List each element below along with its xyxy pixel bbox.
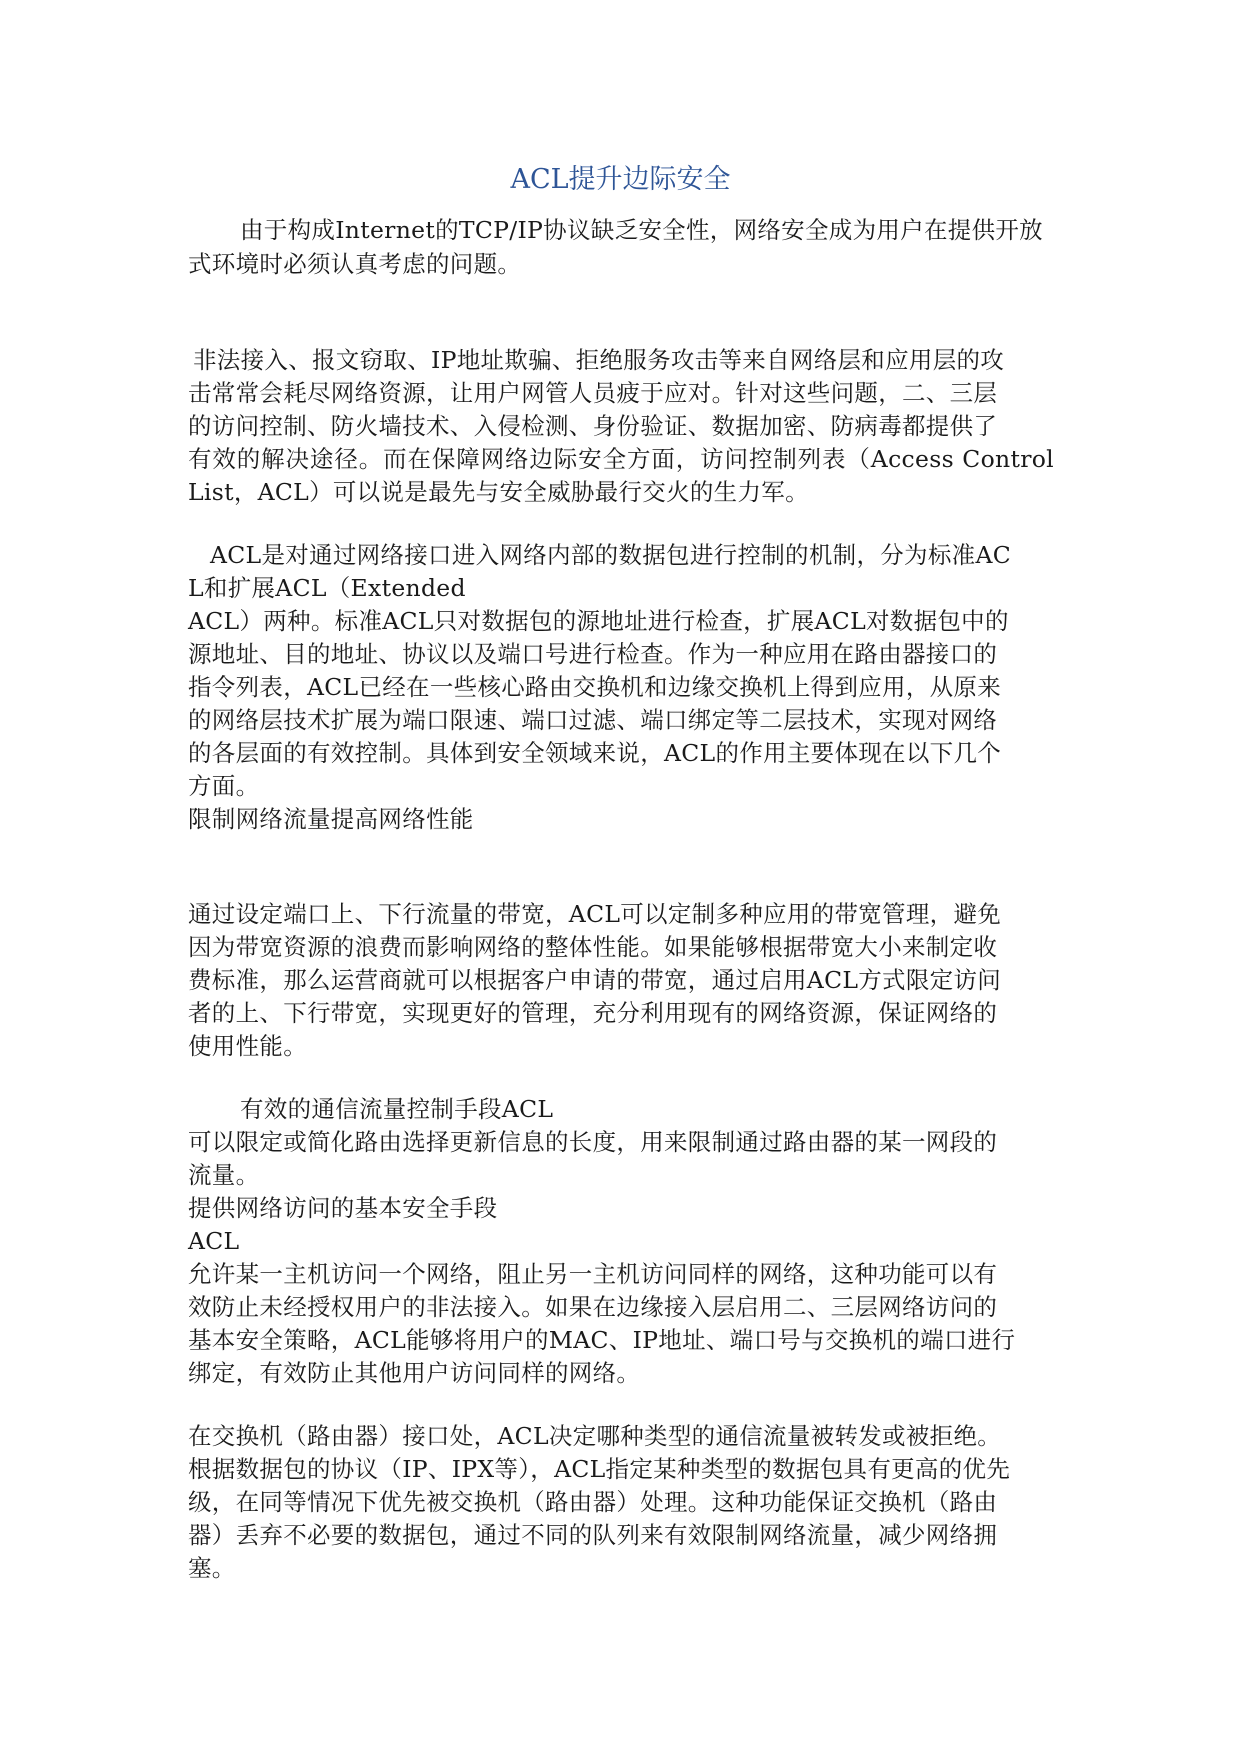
paragraph-4-line-3: 费标准，那么运营商就可以根据客户申请的带宽，通过启用ACL方式限定访问 (188, 966, 1002, 994)
paragraph-4-line-2: 因为带宽资源的浪费而影响网络的整体性能。如果能够根据带宽大小来制定收 (188, 933, 998, 961)
paragraph-1-line-1: 由于构成Internet的TCP/IP协议缺乏安全性，网络安全成为用户在提供开放 (240, 216, 1043, 244)
paragraph-6-line-1: ACL (188, 1227, 240, 1255)
paragraph-4-line-4: 者的上、下行带宽，实现更好的管理，充分利用现有的网络资源，保证网络的 (188, 999, 998, 1027)
paragraph-3-line-4: 源地址、目的地址、协议以及端口号进行检查。作为一种应用在路由器接口的 (188, 640, 998, 668)
paragraph-7-line-1: 在交换机（路由器）接口处，ACL决定哪种类型的通信流量被转发或被拒绝。 (188, 1422, 1002, 1450)
section-heading-security: 提供网络访问的基本安全手段 (188, 1194, 498, 1222)
paragraph-6-line-2: 允许某一主机访问一个网络，阻止另一主机访问同样的网络，这种功能可以有 (188, 1260, 998, 1288)
paragraph-2-line-5: List，ACL）可以说是最先与安全威胁最行交火的生力军。 (188, 478, 809, 506)
paragraph-2-line-1: 非法接入、报文窃取、IP地址欺骗、拒绝服务攻击等来自网络层和应用层的攻 (193, 346, 1005, 374)
document-title: ACL提升边际安全 (510, 164, 731, 195)
paragraph-4-line-5: 使用性能。 (188, 1032, 307, 1060)
paragraph-2-line-2: 击常常会耗尽网络资源，让用户网管人员疲于应对。针对这些问题，二、三层 (188, 379, 998, 407)
paragraph-7-line-5: 塞。 (188, 1554, 236, 1582)
paragraph-1-line-2: 式环境时必须认真考虑的问题。 (188, 250, 522, 278)
paragraph-6-line-3: 效防止未经授权用户的非法接入。如果在边缘接入层启用二、三层网络访问的 (188, 1293, 998, 1321)
paragraph-2-line-3: 的访问控制、防火墙技术、入侵检测、身份验证、数据加密、防病毒都提供了 (188, 412, 998, 440)
paragraph-2-line-4: 有效的解决途径。而在保障网络边际安全方面，访问控制列表（Access Control (188, 445, 1054, 473)
paragraph-6-line-4: 基本安全策略，ACL能够将用户的MAC、IP地址、端口号与交换机的端口进行 (188, 1326, 1016, 1354)
paragraph-5-line-1: 可以限定或简化路由选择更新信息的长度，用来限制通过路由器的某一网段的 (188, 1128, 998, 1156)
paragraph-3-line-7: 的各层面的有效控制。具体到安全领域来说，ACL的作用主要体现在以下几个 (188, 739, 1002, 767)
paragraph-3-line-3: ACL）两种。标准ACL只对数据包的源地址进行检查，扩展ACL对数据包中的 (188, 607, 1009, 635)
paragraph-3-line-6: 的网络层技术扩展为端口限速、端口过滤、端口绑定等二层技术，实现对网络 (188, 706, 998, 734)
paragraph-3-line-8: 方面。 (188, 772, 260, 800)
paragraph-6-line-5: 绑定，有效防止其他用户访问同样的网络。 (188, 1359, 641, 1387)
paragraph-3-line-5: 指令列表，ACL已经在一些核心路由交换机和边缘交换机上得到应用，从原来 (188, 673, 1002, 701)
paragraph-7-line-3: 级，在同等情况下优先被交换机（路由器）处理。这种功能保证交换机（路由 (188, 1488, 998, 1516)
paragraph-7-line-2: 根据数据包的协议（IP、IPX等），ACL指定某种类型的数据包具有更高的优先 (188, 1455, 1011, 1483)
paragraph-3-line-1: ACL是对通过网络接口进入网络内部的数据包进行控制的机制，分为标准AC (210, 541, 1012, 569)
paragraph-4-line-1: 通过设定端口上、下行流量的带宽，ACL可以定制多种应用的带宽管理，避免 (188, 900, 1002, 928)
paragraph-5-line-2: 流量。 (188, 1161, 260, 1189)
paragraph-3-line-2: L和扩展ACL（Extended (188, 574, 466, 602)
section-heading-bandwidth: 限制网络流量提高网络性能 (188, 805, 474, 833)
section-heading-traffic-control: 有效的通信流量控制手段ACL (240, 1095, 554, 1123)
paragraph-7-line-4: 器）丢弃不必要的数据包，通过不同的队列来有效限制网络流量，减少网络拥 (188, 1521, 998, 1549)
